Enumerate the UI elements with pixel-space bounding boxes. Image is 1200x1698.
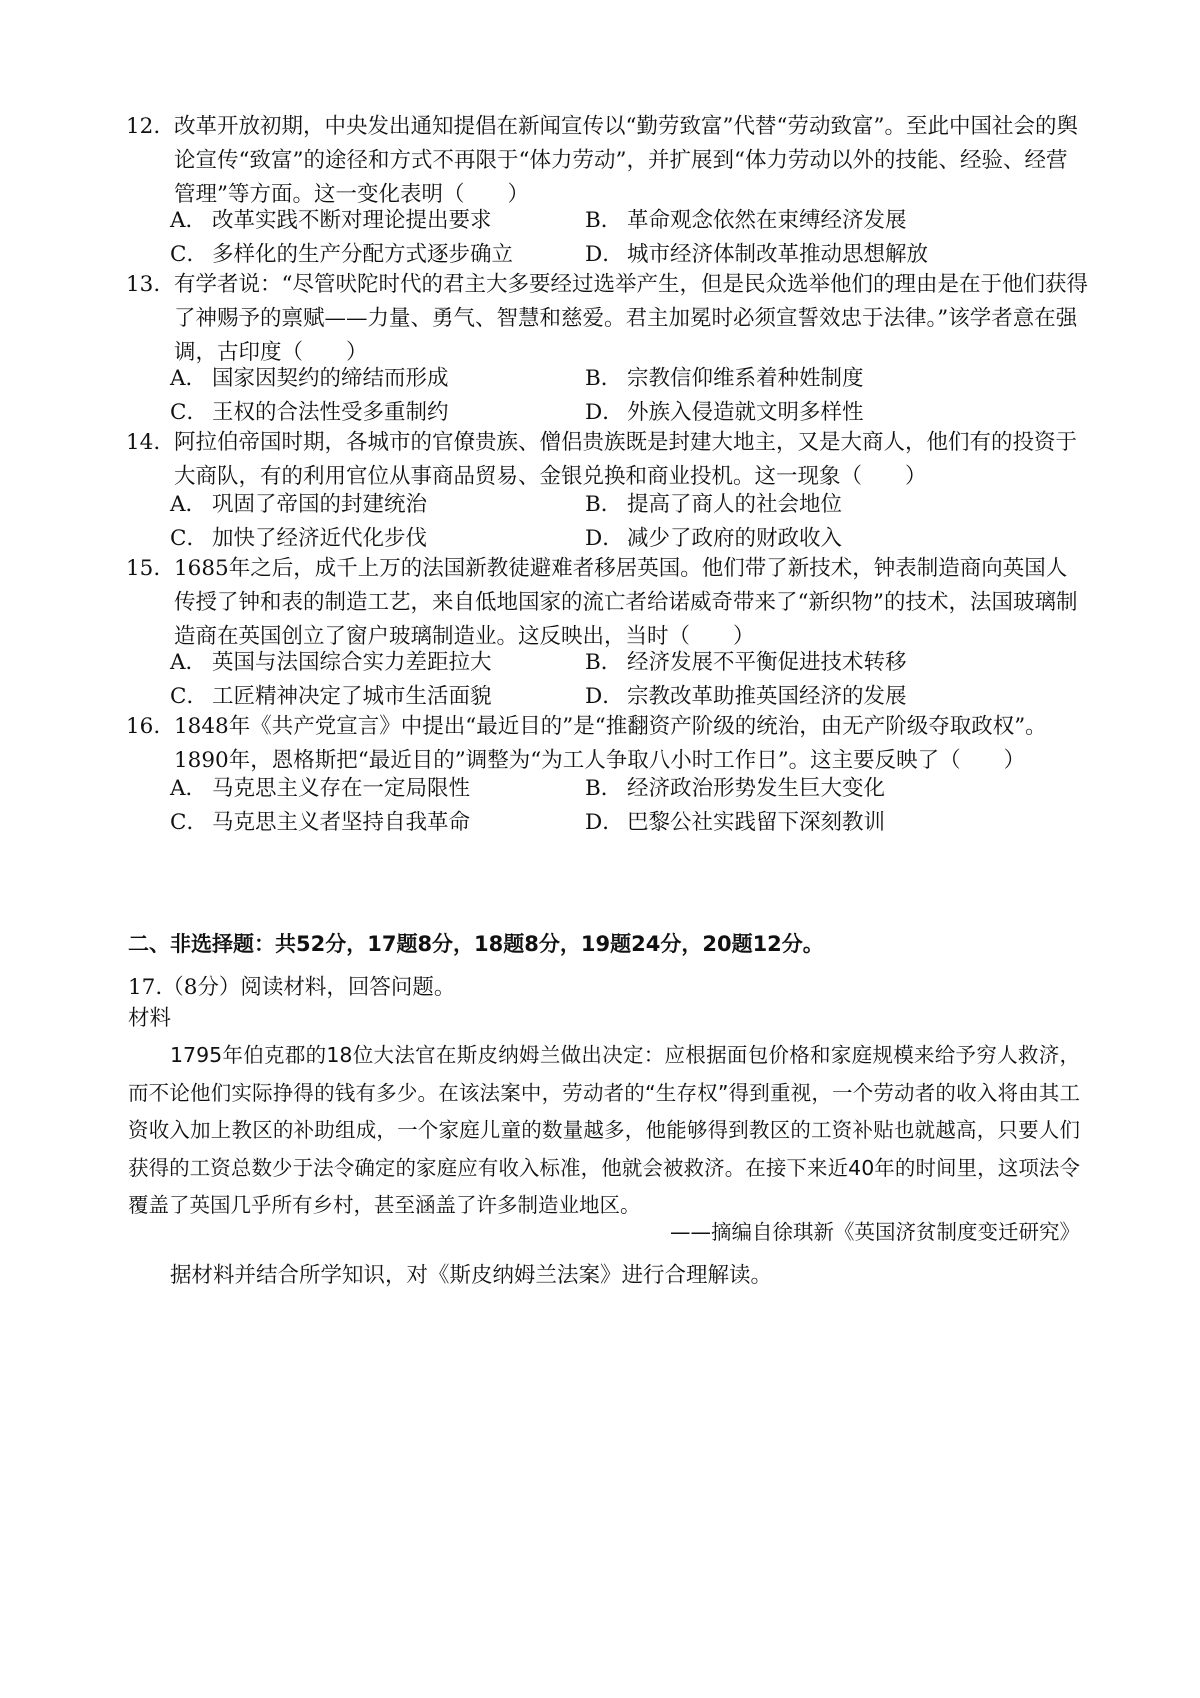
option-a: A． 改革实践不断对理论提出要求 <box>170 208 492 233</box>
question-13 <box>128 268 1088 370</box>
material-text-block <box>128 1037 1080 1225</box>
option-d: D． 减少了政府的财政收入 <box>585 526 843 551</box>
question-text: 1685年之后，成千上万的法国新教徒避难者移居英国。他们带了新技术，钟表制造商向英国人传授了钟和表的制造工艺，来自低地国家的流亡者给诺威奇带来了“新织物”的技术，法国玻璃制造商在英国创立了窗户玻璃制造业。这反映出，当时（ ） <box>174 556 1078 649</box>
question-17-title: 17.（8分）阅读材料，回答问题。 <box>128 975 456 1000</box>
question-text: 有学者说：“尽管吠陀时代的君主大多要经过选举产生，但是民众选举他们的理由是在于他们获得了神赐予的禀赋——力量、勇气、智慧和慈爱。君主加冕时必须宣誓效忠于法律。”该学者意在强调，古印度（ ） <box>174 272 1088 365</box>
question-16 <box>128 710 1088 778</box>
option-a: A． 英国与法国综合实力差距拉大 <box>170 650 492 675</box>
option-b: B． 革命观念依然在束缚经济发展 <box>585 208 907 233</box>
option-d: D． 宗教改革助推英国经济的发展 <box>585 684 907 709</box>
question-number: 16. <box>126 714 161 739</box>
section-heading: 二、非选择题：共52分，17题8分，18题8分，19题24分，20题12分。 <box>128 932 824 956</box>
question-14-options <box>170 488 1070 556</box>
option-a: A． 马克思主义存在一定局限性 <box>170 776 471 801</box>
question-12-options <box>170 204 1070 272</box>
question-text: 1848年《共产党宣言》中提出“最近目的”是“推翻资产阶级的统治，由无产阶级夺取政权”。1890年，恩格斯把“最近目的”调整为“为工人争取八小时工作日”。这主要反映了（ ） <box>174 714 1047 773</box>
question-15 <box>128 552 1088 654</box>
question-13-options <box>170 362 1070 430</box>
option-b: B． 提高了商人的社会地位 <box>585 492 843 517</box>
option-b: B． 经济政治形势发生巨大变化 <box>585 776 886 801</box>
option-a: A． 巩固了帝国的封建统治 <box>170 492 428 517</box>
option-c: C． 多样化的生产分配方式逐步确立 <box>170 242 514 267</box>
question-number: 14. <box>126 430 161 455</box>
question-14 <box>128 426 1088 494</box>
material-label: 材料 <box>128 1006 172 1031</box>
option-d: D． 巴黎公社实践留下深刻教训 <box>585 810 886 835</box>
question-number: 15. <box>126 556 161 581</box>
option-b: B． 经济发展不平衡促进技术转移 <box>585 650 907 675</box>
option-c: C． 工匠精神决定了城市生活面貌 <box>170 684 492 709</box>
option-c: C． 马克思主义者坚持自我革命 <box>170 810 471 835</box>
question-17-prompt: 据材料并结合所学知识，对《斯皮纳姆兰法案》进行合理解读。 <box>170 1263 773 1288</box>
question-15-options <box>170 646 1070 714</box>
material-paragraph: 1795年伯克郡的18位大法官在斯皮纳姆兰做出决定：应根据面包价格和家庭规模来给予穷人救济，而不论他们实际挣得的钱有多少。在该法案中，劳动者的“生存权”得到重视，一个劳动者的收入将由其工资收入加上教区的补助组成，一个家庭儿童的数量越多，他能够得到教区的工资补贴也就越高，只要人们获得的工资总数少于法令确定的家庭应有收入标准，他就会被救济。在接下来近40年的时间里，这项法令覆盖了英国几乎所有乡村，甚至涵盖了许多制造业地区。 <box>128 1043 1080 1217</box>
question-16-options <box>170 772 1070 840</box>
question-text: 改革开放初期，中央发出通知提倡在新闻宣传以“勤劳致富”代替“劳动致富”。至此中国社会的舆论宣传“致富”的途径和方式不再限于“体力劳动”，并扩展到“体力劳动以外的技能、经验、经营管理”等方面。这一变化表明（ ） <box>174 114 1078 207</box>
question-text: 阿拉伯帝国时期，各城市的官僚贵族、僧侣贵族既是封建大地主，又是大商人，他们有的投资于大商队，有的利用官位从事商品贸易、金银兑换和商业投机。这一现象（ ） <box>174 430 1078 489</box>
option-d: D． 外族入侵造就文明多样性 <box>585 400 864 425</box>
question-12 <box>128 110 1088 212</box>
option-c: C． 王权的合法性受多重制约 <box>170 400 449 425</box>
material-source: ——摘编自徐琪新《英国济贫制度变迁研究》 <box>670 1220 1080 1244</box>
question-number: 13. <box>126 272 161 297</box>
option-b: B． 宗教信仰维系着种姓制度 <box>585 366 864 391</box>
option-c: C． 加快了经济近代化步伐 <box>170 526 428 551</box>
option-a: A． 国家因契约的缔结而形成 <box>170 366 449 391</box>
question-number: 12. <box>126 114 161 139</box>
option-d: D． 城市经济体制改革推动思想解放 <box>585 242 929 267</box>
